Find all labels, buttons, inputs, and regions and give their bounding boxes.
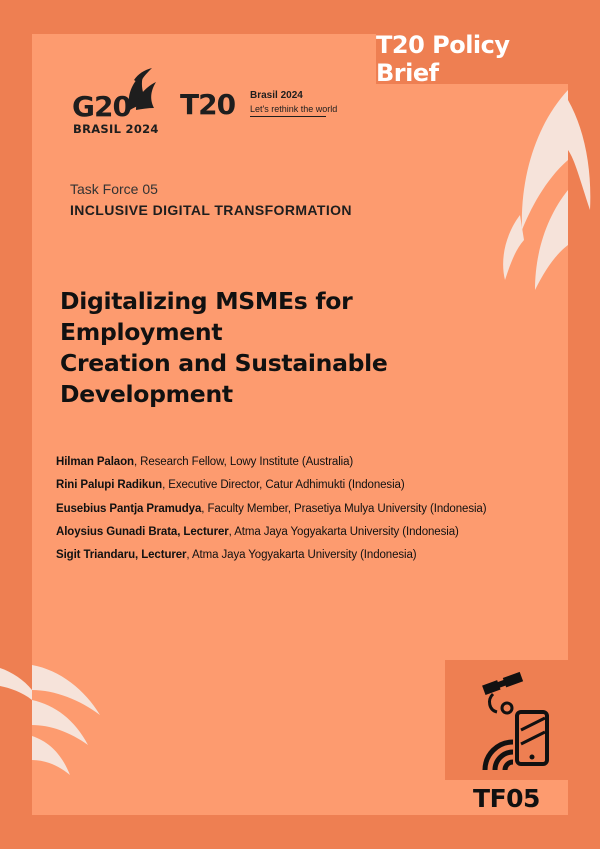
satellite-phone-signal-icon	[445, 660, 568, 780]
author-role: , Research Fellow, Lowy Institute (Australia)	[133, 456, 354, 468]
title-line-2: Creation and Sustainable Development	[60, 349, 388, 408]
t20-wordmark: T20	[180, 88, 236, 121]
author-item	[56, 521, 486, 544]
task-force-code-box	[445, 782, 568, 815]
title-line-1: Digitalizing MSMEs for Employment	[60, 287, 353, 346]
author-role: , Executive Director, Catur Adhimukti (Indonesia)	[162, 479, 405, 492]
g20-subtitle: BRASIL 2024	[73, 122, 159, 136]
author-list	[56, 451, 486, 567]
g20-wordmark: G20	[72, 90, 131, 123]
policy-brief-label: T20 Policy Brief	[376, 31, 510, 87]
t20-brasil-text: Brasil 2024	[250, 90, 303, 101]
author-item	[56, 451, 486, 474]
author-name: Hilman Palaon	[56, 456, 134, 468]
author-name: Sigit Triandaru, Lecturer	[56, 549, 187, 562]
t20-underline	[250, 116, 326, 117]
page-title	[60, 286, 520, 410]
task-force-code: TF05	[473, 784, 540, 813]
g20-logo	[72, 66, 167, 136]
author-name: Eusebius Pantja Pramudya	[56, 502, 202, 515]
author-role: , Atma Jaya Yogyakarta University (Indonesia)	[186, 549, 417, 562]
author-name: Aloysius Gunadi Brata, Lecturer	[56, 525, 229, 538]
task-force-name: INCLUSIVE DIGITAL TRANSFORMATION	[70, 202, 352, 218]
author-item	[56, 474, 486, 497]
author-role: , Faculty Member, Prasetiya Mulya University (Indonesia)	[201, 502, 487, 515]
policy-brief-badge	[376, 31, 568, 87]
task-force-icon-box	[445, 660, 568, 780]
author-name: Rini Palupi Radikun	[56, 479, 163, 492]
t20-tagline: Let's rethink the world	[250, 104, 338, 114]
author-item	[56, 544, 486, 567]
task-force-label: Task Force 05	[70, 181, 158, 197]
author-item	[56, 498, 486, 521]
author-role: , Atma Jaya Yogyakarta University (Indonesia)	[228, 525, 459, 538]
